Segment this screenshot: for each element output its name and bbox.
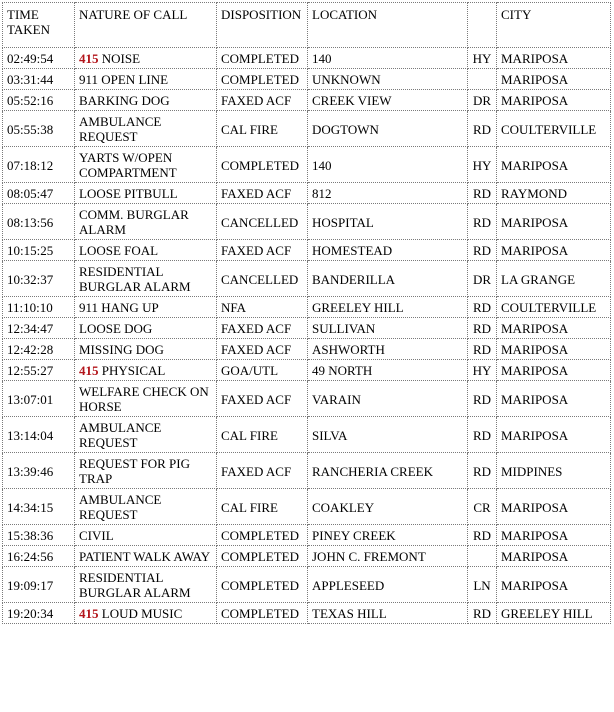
table-row [3, 240, 611, 261]
nature-text: 911 OPEN LINE [79, 72, 169, 87]
cell-time: 15:38:36 [3, 525, 75, 546]
cell-city: MARIPOSA [497, 147, 611, 183]
cell-nature [75, 240, 217, 261]
table-row [3, 417, 611, 453]
cell-location: ASHWORTH [308, 339, 468, 360]
table-row [3, 318, 611, 339]
table-row [3, 453, 611, 489]
cell-location: 140 [308, 48, 468, 69]
cell-nature [75, 603, 217, 624]
cell-disposition: FAXED ACF [217, 90, 308, 111]
cell-time: 16:24:56 [3, 546, 75, 567]
cell-disposition: GOA/UTL [217, 360, 308, 381]
cell-suffix: HY [468, 360, 497, 381]
cell-city: MARIPOSA [497, 546, 611, 567]
cell-disposition: COMPLETED [217, 69, 308, 90]
cell-location: JOHN C. FREMONT [308, 546, 468, 567]
cell-suffix: RD [468, 381, 497, 417]
cell-disposition: COMPLETED [217, 525, 308, 546]
call-log-body [3, 48, 611, 624]
cell-city: COULTERVILLE [497, 297, 611, 318]
cell-nature [75, 90, 217, 111]
cell-nature [75, 525, 217, 546]
table-row [3, 489, 611, 525]
call-code: 415 [79, 51, 99, 66]
cell-nature [75, 48, 217, 69]
cell-location: APPLESEED [308, 567, 468, 603]
cell-city: RAYMOND [497, 183, 611, 204]
cell-suffix: RD [468, 183, 497, 204]
cell-location: HOMESTEAD [308, 240, 468, 261]
nature-text: RESIDENTIAL BURGLAR ALARM [79, 570, 191, 600]
cell-location: SULLIVAN [308, 318, 468, 339]
nature-text: NOISE [101, 51, 141, 66]
cell-location: PINEY CREEK [308, 525, 468, 546]
cell-location: BANDERILLA [308, 261, 468, 297]
cell-nature [75, 381, 217, 417]
cell-suffix: RD [468, 417, 497, 453]
table-row [3, 546, 611, 567]
cell-disposition: COMPLETED [217, 603, 308, 624]
header-suffix [468, 3, 497, 48]
cell-city: MARIPOSA [497, 318, 611, 339]
header-city: CITY [497, 3, 611, 48]
cell-location: HOSPITAL [308, 204, 468, 240]
cell-disposition: FAXED ACF [217, 318, 308, 339]
cell-time: 12:34:47 [3, 318, 75, 339]
nature-text: AMBULANCE REQUEST [79, 492, 162, 522]
cell-disposition: COMPLETED [217, 546, 308, 567]
cell-time: 13:07:01 [3, 381, 75, 417]
cell-nature [75, 453, 217, 489]
table-row [3, 183, 611, 204]
nature-text: AMBULANCE REQUEST [79, 114, 162, 144]
cell-disposition: COMPLETED [217, 567, 308, 603]
cell-suffix: RD [468, 297, 497, 318]
table-row [3, 339, 611, 360]
cell-time: 13:14:04 [3, 417, 75, 453]
nature-text: LOUD MUSIC [101, 606, 183, 621]
cell-time: 02:49:54 [3, 48, 75, 69]
cell-city: MARIPOSA [497, 567, 611, 603]
cell-suffix: RD [468, 240, 497, 261]
header-nature: NATURE OF CALL [75, 3, 217, 48]
cell-city: MARIPOSA [497, 417, 611, 453]
cell-time: 19:20:34 [3, 603, 75, 624]
cell-city: MARIPOSA [497, 90, 611, 111]
cell-time: 11:10:10 [3, 297, 75, 318]
cell-suffix: RD [468, 525, 497, 546]
cell-suffix: CR [468, 489, 497, 525]
nature-text: PHYSICAL [101, 363, 166, 378]
cell-suffix: RD [468, 603, 497, 624]
cell-city: MARIPOSA [497, 360, 611, 381]
cell-city: MARIPOSA [497, 489, 611, 525]
cell-location: GREELEY HILL [308, 297, 468, 318]
cell-location: RANCHERIA CREEK [308, 453, 468, 489]
header-location: LOCATION [308, 3, 468, 48]
cell-nature [75, 489, 217, 525]
cell-city: COULTERVILLE [497, 111, 611, 147]
cell-location: 140 [308, 147, 468, 183]
nature-text: REQUEST FOR PIG TRAP [79, 456, 191, 486]
cell-time: 10:15:25 [3, 240, 75, 261]
cell-location: 812 [308, 183, 468, 204]
call-log-table [2, 2, 611, 624]
cell-suffix: RD [468, 111, 497, 147]
cell-time: 12:55:27 [3, 360, 75, 381]
cell-suffix: HY [468, 48, 497, 69]
cell-time: 14:34:15 [3, 489, 75, 525]
cell-suffix: LN [468, 567, 497, 603]
cell-nature [75, 261, 217, 297]
header-time: TIME TAKEN [3, 3, 75, 48]
cell-nature [75, 183, 217, 204]
cell-city: MARIPOSA [497, 381, 611, 417]
cell-city: MARIPOSA [497, 69, 611, 90]
cell-time: 08:13:56 [3, 204, 75, 240]
cell-suffix: HY [468, 147, 497, 183]
nature-text: YARTS W/OPEN COMPARTMENT [79, 150, 177, 180]
cell-location: COAKLEY [308, 489, 468, 525]
cell-time: 19:09:17 [3, 567, 75, 603]
cell-city: MARIPOSA [497, 48, 611, 69]
cell-disposition: FAXED ACF [217, 453, 308, 489]
cell-disposition: CANCELLED [217, 261, 308, 297]
cell-nature [75, 318, 217, 339]
cell-city: MARIPOSA [497, 339, 611, 360]
table-row [3, 90, 611, 111]
cell-suffix: DR [468, 261, 497, 297]
cell-nature [75, 147, 217, 183]
cell-disposition: FAXED ACF [217, 381, 308, 417]
nature-text: COMM. BURGLAR ALARM [79, 207, 189, 237]
cell-suffix [468, 546, 497, 567]
cell-location: 49 NORTH [308, 360, 468, 381]
call-code: 415 [79, 606, 99, 621]
cell-nature [75, 69, 217, 90]
cell-nature [75, 204, 217, 240]
header-row [3, 3, 611, 48]
cell-location: CREEK VIEW [308, 90, 468, 111]
cell-nature [75, 339, 217, 360]
table-row [3, 360, 611, 381]
nature-text: AMBULANCE REQUEST [79, 420, 162, 450]
cell-suffix: RD [468, 453, 497, 489]
cell-time: 03:31:44 [3, 69, 75, 90]
cell-nature [75, 111, 217, 147]
cell-suffix: RD [468, 318, 497, 339]
table-row [3, 111, 611, 147]
cell-disposition: FAXED ACF [217, 339, 308, 360]
cell-city: MARIPOSA [497, 525, 611, 546]
cell-location: DOGTOWN [308, 111, 468, 147]
nature-text: LOOSE FOAL [79, 243, 159, 258]
nature-text: LOOSE PITBULL [79, 186, 178, 201]
cell-disposition: COMPLETED [217, 48, 308, 69]
cell-disposition: FAXED ACF [217, 240, 308, 261]
cell-disposition: FAXED ACF [217, 183, 308, 204]
cell-suffix: RD [468, 339, 497, 360]
nature-text: 911 HANG UP [79, 300, 159, 315]
cell-disposition: NFA [217, 297, 308, 318]
cell-nature [75, 297, 217, 318]
cell-city: GREELEY HILL [497, 603, 611, 624]
cell-disposition: CAL FIRE [217, 111, 308, 147]
nature-text: PATIENT WALK AWAY [79, 549, 211, 564]
nature-text: RESIDENTIAL BURGLAR ALARM [79, 264, 191, 294]
nature-text: CIVIL [79, 528, 114, 543]
cell-time: 08:05:47 [3, 183, 75, 204]
cell-time: 07:18:12 [3, 147, 75, 183]
cell-time: 13:39:46 [3, 453, 75, 489]
table-row [3, 297, 611, 318]
table-row [3, 204, 611, 240]
nature-text: BARKING DOG [79, 93, 170, 108]
table-row [3, 525, 611, 546]
cell-city: MARIPOSA [497, 240, 611, 261]
call-code: 415 [79, 363, 99, 378]
table-row [3, 48, 611, 69]
cell-disposition: COMPLETED [217, 147, 308, 183]
table-row [3, 567, 611, 603]
cell-suffix: RD [468, 204, 497, 240]
table-row [3, 147, 611, 183]
cell-city: MARIPOSA [497, 204, 611, 240]
cell-suffix: DR [468, 90, 497, 111]
cell-nature [75, 546, 217, 567]
cell-location: UNKNOWN [308, 69, 468, 90]
cell-time: 10:32:37 [3, 261, 75, 297]
table-row [3, 381, 611, 417]
cell-location: TEXAS HILL [308, 603, 468, 624]
cell-location: VARAIN [308, 381, 468, 417]
cell-time: 05:55:38 [3, 111, 75, 147]
cell-nature [75, 567, 217, 603]
cell-time: 12:42:28 [3, 339, 75, 360]
cell-disposition: CAL FIRE [217, 489, 308, 525]
cell-time: 05:52:16 [3, 90, 75, 111]
table-row [3, 261, 611, 297]
cell-disposition: CAL FIRE [217, 417, 308, 453]
nature-text: WELFARE CHECK ON HORSE [79, 384, 209, 414]
table-row [3, 69, 611, 90]
nature-text: LOOSE DOG [79, 321, 153, 336]
cell-suffix [468, 69, 497, 90]
cell-disposition: CANCELLED [217, 204, 308, 240]
cell-city: MIDPINES [497, 453, 611, 489]
nature-text: MISSING DOG [79, 342, 164, 357]
header-disposition: DISPOSITION [217, 3, 308, 48]
cell-nature [75, 360, 217, 381]
table-row [3, 603, 611, 624]
cell-location: SILVA [308, 417, 468, 453]
cell-nature [75, 417, 217, 453]
cell-city: LA GRANGE [497, 261, 611, 297]
